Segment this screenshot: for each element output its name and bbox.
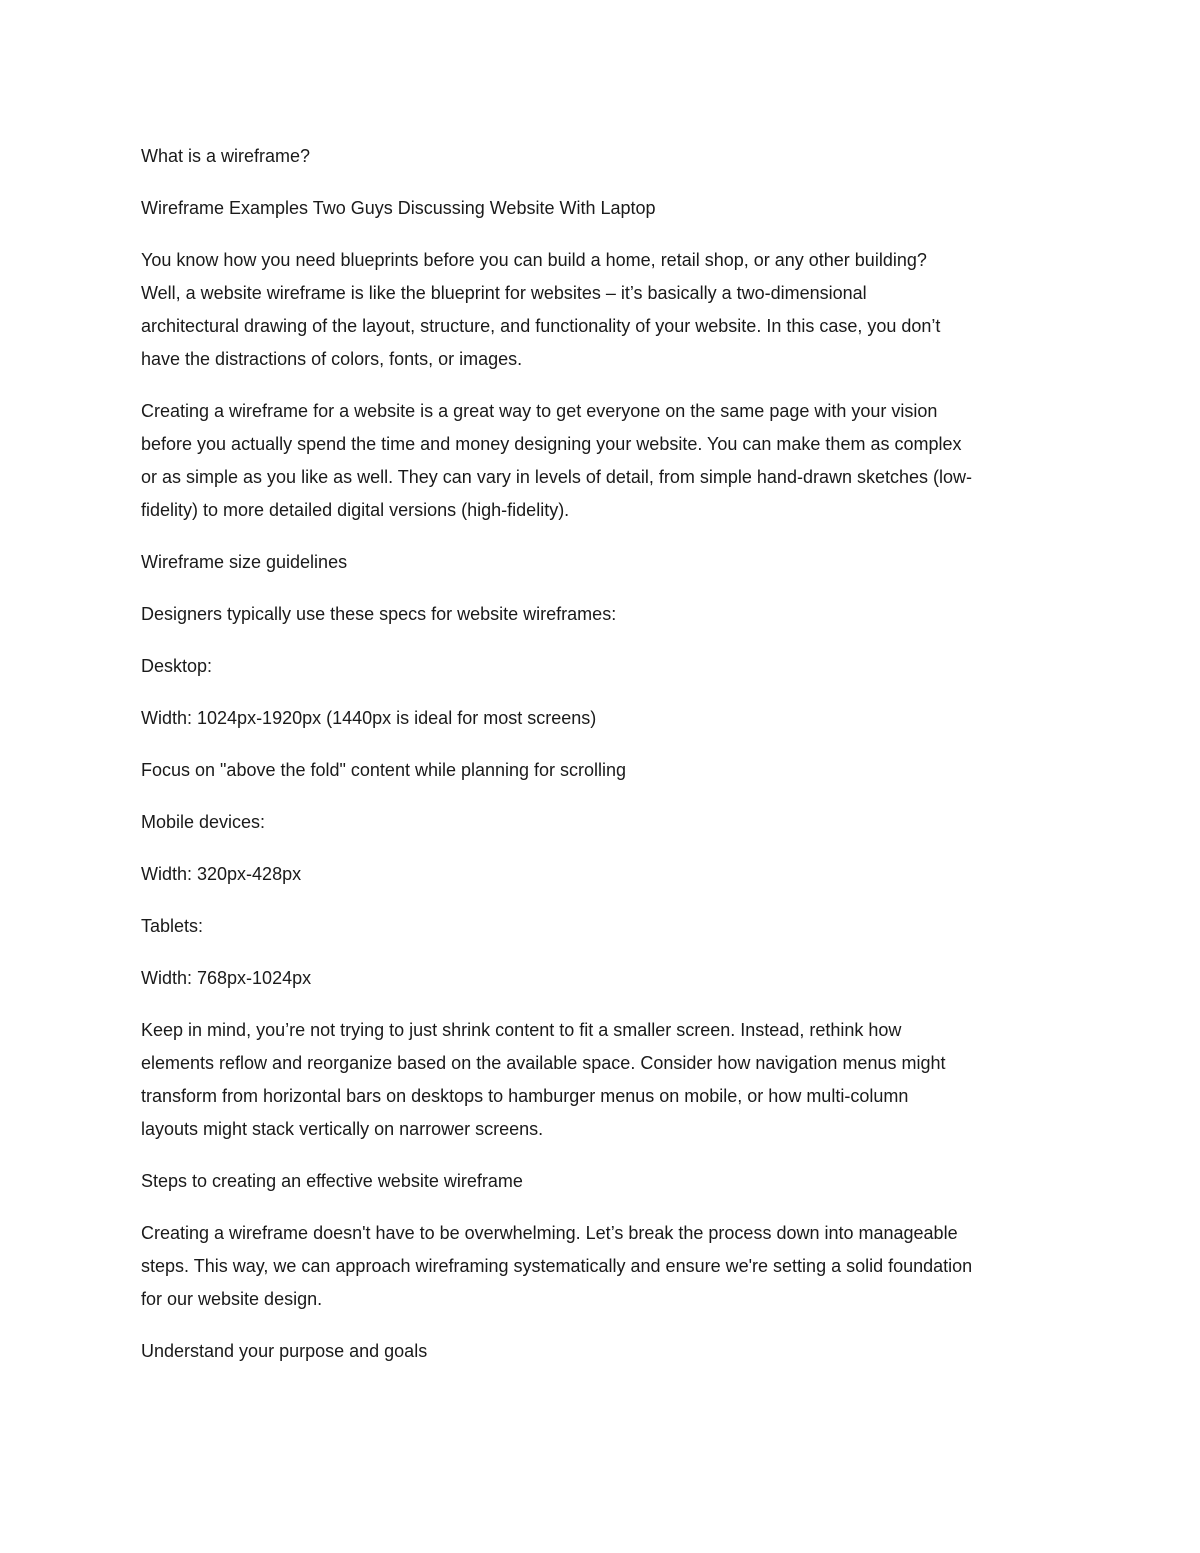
text-line: elements reflow and reorganize based on the available space. Consider how navigation menus might [141, 1053, 946, 1073]
text-line: Understand your purpose and goals [141, 1341, 428, 1361]
text-line: Tablets: [141, 916, 204, 936]
text-line: have the distractions of colors, fonts, or images. [141, 349, 523, 369]
spec-desktop-fold [141, 754, 1061, 787]
label-tablets [141, 910, 1061, 943]
spec-desktop-width [141, 702, 1061, 735]
text-line: Focus on "above the fold" content while planning for scrolling [141, 760, 627, 780]
paragraph-overwhelming [141, 1217, 1061, 1316]
text-line: Width: 1024px-1920px (1440px is ideal for most screens) [141, 708, 597, 728]
text-line: architectural drawing of the layout, structure, and functionality of your website. In this case, you don’t [141, 316, 941, 336]
heading-size-guidelines [141, 546, 1061, 579]
text-line: Well, a website wireframe is like the blueprint for websites – it’s basically a two-dimensional [141, 283, 867, 303]
text-line: Wireframe size guidelines [141, 552, 348, 572]
heading-steps [141, 1165, 1061, 1198]
text-line: You know how you need blueprints before you can build a home, retail shop, or any other building? [141, 250, 927, 270]
text-line: layouts might stack vertically on narrower screens. [141, 1119, 544, 1139]
spec-tablet-width [141, 962, 1061, 995]
heading-what-is-wireframe [141, 140, 1061, 173]
text-line: before you actually spend the time and money designing your website. You can make them as complex [141, 434, 962, 454]
image-caption [141, 192, 1061, 225]
heading-purpose-goals [141, 1335, 1061, 1368]
text-line: transform from horizontal bars on desktops to hamburger menus on mobile, or how multi-column [141, 1086, 909, 1106]
text-line: Steps to creating an effective website wireframe [141, 1171, 523, 1191]
text-line: Mobile devices: [141, 812, 266, 832]
text-line: Creating a wireframe doesn't have to be overwhelming. Let’s break the process down into manageable [141, 1223, 958, 1243]
text-line: Designers typically use these specs for website wireframes: [141, 604, 617, 624]
text-line: steps. This way, we can approach wireframing systematically and ensure we're setting a solid foundation [141, 1256, 973, 1276]
document-body [141, 140, 1061, 1387]
spec-mobile-width [141, 858, 1061, 891]
text-line: Keep in mind, you’re not trying to just shrink content to fit a smaller screen. Instead, rethink how [141, 1020, 902, 1040]
text-line: What is a wireframe? [141, 146, 311, 166]
text-line: fidelity) to more detailed digital versions (high-fidelity). [141, 500, 570, 520]
text-line: Creating a wireframe for a website is a great way to get everyone on the same page with your vision [141, 401, 938, 421]
text-line: Desktop: [141, 656, 213, 676]
text-line: Width: 768px-1024px [141, 968, 312, 988]
text-line: or as simple as you like as well. They can vary in levels of detail, from simple hand-drawn sketches (low- [141, 467, 973, 487]
paragraph-blueprint [141, 244, 1061, 376]
label-mobile-devices [141, 806, 1061, 839]
text-line: Width: 320px-428px [141, 864, 302, 884]
text-line: Wireframe Examples Two Guys Discussing Website With Laptop [141, 198, 656, 218]
label-desktop [141, 650, 1061, 683]
paragraph-creating-wireframe [141, 395, 1061, 527]
paragraph-designers-specs [141, 598, 1061, 631]
text-line: for our website design. [141, 1289, 323, 1309]
paragraph-keep-in-mind [141, 1014, 1061, 1146]
